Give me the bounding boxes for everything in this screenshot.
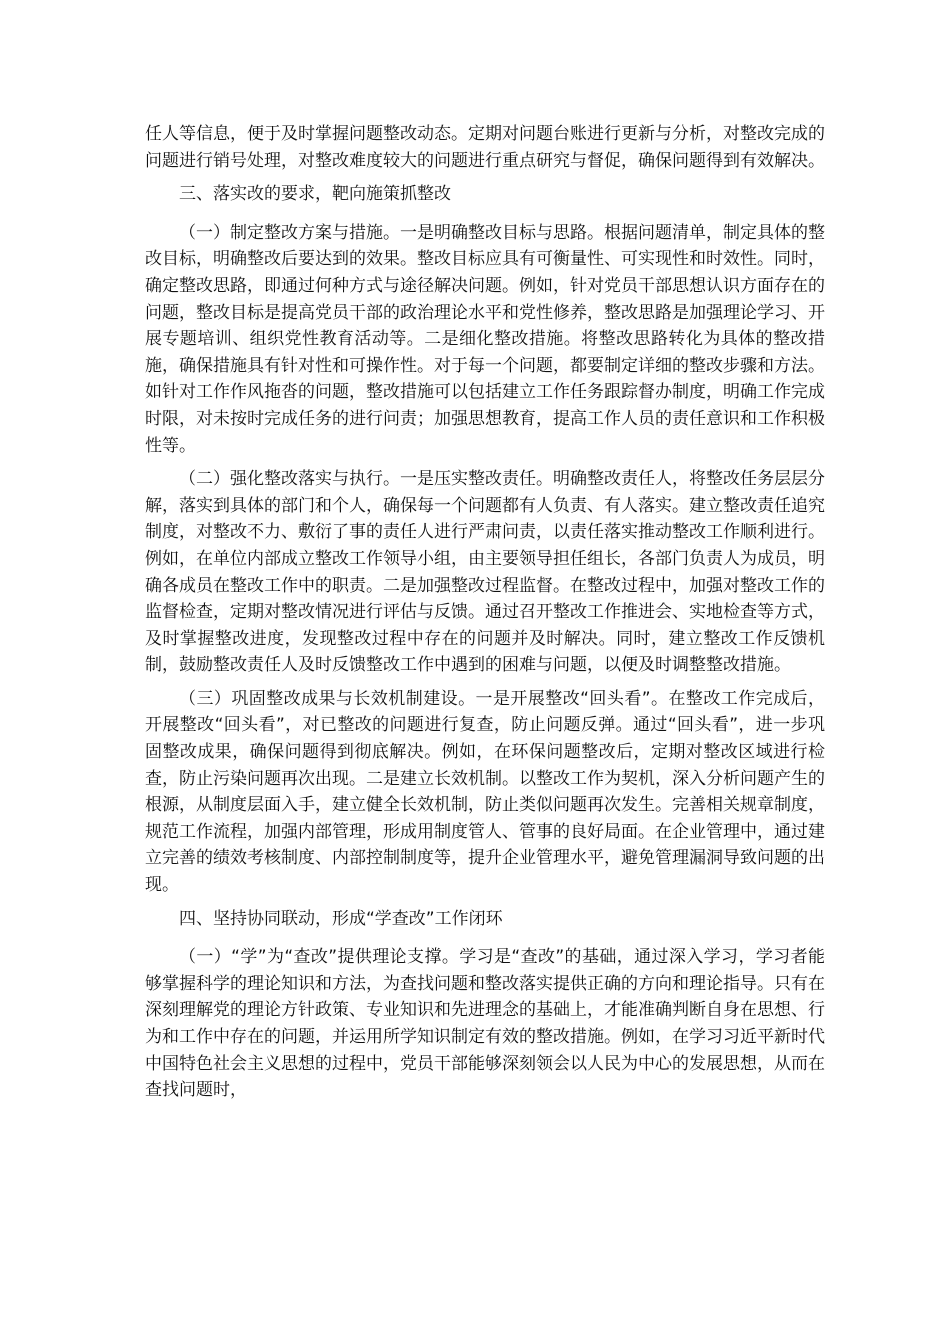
paragraph-4-1: （一）“学”为“查改”提供理论支撑。学习是“查改”的基础，通过深入学习，学习者能够掌握科学的理论知识和方法，为查找问题和整改落实提供正确的方向和理论指导。只有在深刻理解党的理论方针政策、专业知识和先进理念的基础上，才能准确判断自身在思想、行为和工作中存在的问题，并运用所学知识制定有效的整改措施。例如，在学习习近平新时代中国特色社会主义思想的过程中，党员干部能够深刻领会以人民为中心的发展思想，从而在查找问题时， — [145, 947, 825, 1101]
section-heading-4: 四、坚持协同联动，形成“学查改”工作闭环 — [179, 908, 503, 929]
paragraph-3-1: （一）制定整改方案与措施。一是明确整改目标与思路。根据问题清单，制定具体的整改目标，明确整改后要达到的效果。整改目标应具有可衡量性、可实现性和时效性。同时，确定整改思路，即通过何种方式与途径解决问题。例如，针对党员干部思想认识方面存在的问题，整改目标是提高党员干部的政治理论水平和党性修养，整改思路是加强理论学习、开展专题培训、组织党性教育活动等。二是细化整改措施。将整改思路转化为具体的整改措施，确保措施具有针对性和可操作性。对于每一个问题，都要制定详细的整改步骤和方法。如针对工作作风拖沓的问题，整改措施可以包括建立工作任务跟踪督办制度，明确工作完成时限，对未按时完成任务的进行问责；加强思想教育，提高工作人员的责任意识和工作积极性等。 — [145, 222, 825, 456]
document-body — [145, 121, 825, 1111]
section-heading-3: 三、落实改的要求，靶向施策抓整改 — [179, 184, 451, 205]
paragraph-3-3: （三）巩固整改成果与长效机制建设。一是开展整改“回头看”。在整改工作完成后，开展整改“回头看”，对已整改的问题进行复查，防止问题反弹。通过“回头看”，进一步巩固整改成果，确保问题得到彻底解决。例如，在环保问题整改后，定期对整改区域进行检查，防止污染问题再次出现。二是建立长效机制。以整改工作为契机，深入分析问题产生的根源，从制度层面入手，建立健全长效机制，防止类似问题再次发生。完善相关规章制度，规范工作流程，加强内部管理，形成用制度管人、管事的良好局面。在企业管理中，通过建立完善的绩效考核制度、内部控制制度等，提升企业管理水平，避免管理漏洞导致问题的出现。 — [145, 688, 825, 896]
paragraph-continuation: 任人等信息，便于及时掌握问题整改动态。定期对问题台账进行更新与分析，对整改完成的问题进行销号处理，对整改难度较大的问题进行重点研究与督促，确保问题得到有效解决。 — [145, 124, 825, 171]
paragraph-3-2: （二）强化整改落实与执行。一是压实整改责任。明确整改责任人，将整改任务层层分解，落实到具体的部门和个人，确保每一个问题都有人负责、有人落实。建立整改责任追究制度，对整改不力、敷衍了事的责任人进行严肃问责，以责任落实推动整改工作顺利进行。例如，在单位内部成立整改工作领导小组，由主要领导担任组长，各部门负责人为成员，明确各成员在整改工作中的职责。二是加强整改过程监督。在整改过程中，加强对整改工作的监督检查，定期对整改情况进行评估与反馈。通过召开整改工作推进会、实地检查等方式，及时掌握整改进度，发现整改过程中存在的问题并及时解决。同时，建立整改工作反馈机制，鼓励整改责任人及时反馈整改工作中遇到的困难与问题，以便及时调整整改措施。 — [145, 469, 825, 676]
